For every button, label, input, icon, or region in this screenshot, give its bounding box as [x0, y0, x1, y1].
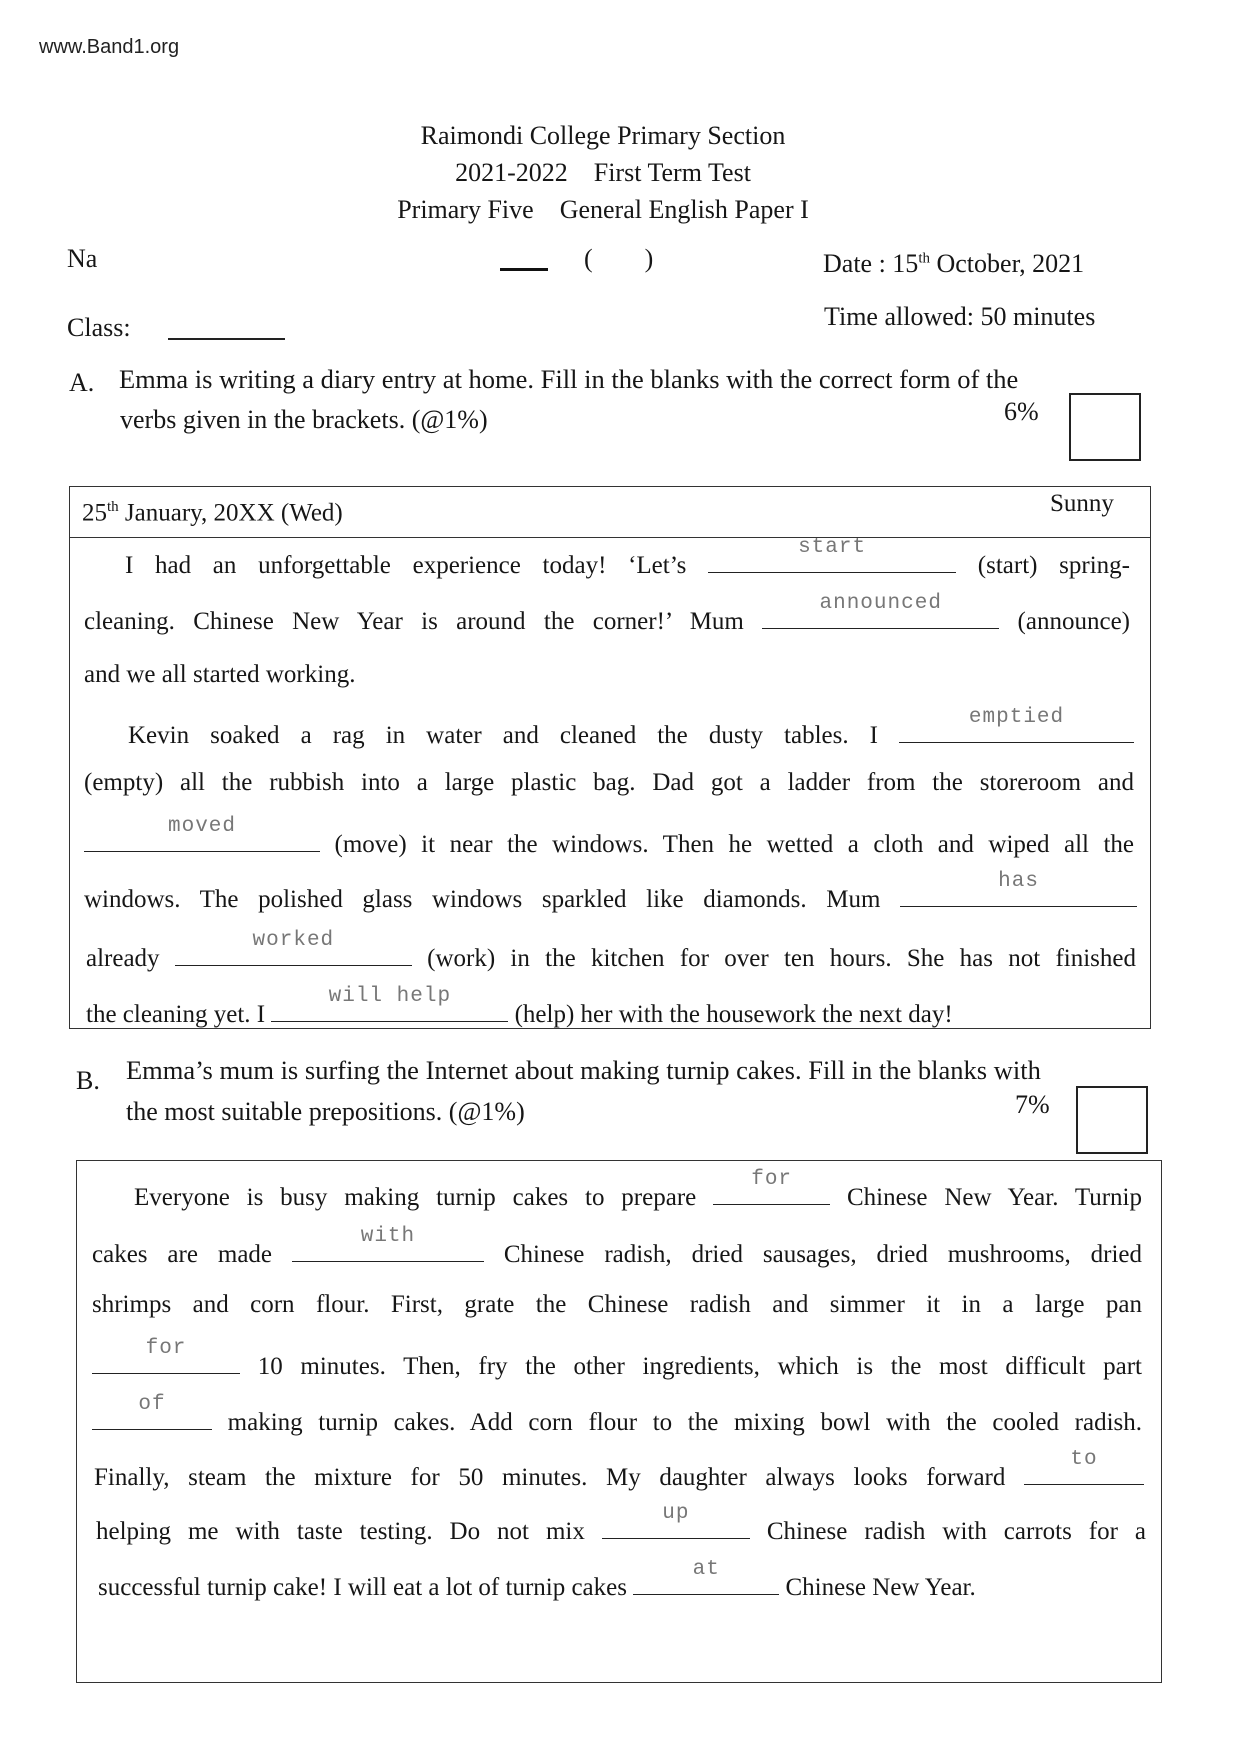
text: cleaning. Chinese New Year is around the corner!’ Mum [84, 608, 744, 635]
answer: announced [819, 592, 942, 615]
text: Chinese New Year. Turnip [846, 1184, 1143, 1211]
answer: up [662, 1502, 690, 1525]
text: Kevin soaked a rag in water and cleaned the dusty tables. I [128, 722, 878, 749]
diary-line [86, 929, 1136, 973]
test-date [823, 249, 1084, 279]
answer: at [692, 1558, 720, 1581]
diary-day: 25 [82, 499, 107, 527]
diary-line [86, 985, 1136, 1029]
answer: to [1070, 1448, 1098, 1471]
term-title: 2021-2022 First Term Test [455, 158, 751, 187]
answer-blank-6[interactable] [175, 929, 412, 966]
text: helping me with taste testing. Do not mix [96, 1518, 585, 1545]
diary-line [128, 706, 1134, 750]
passage-line [92, 1337, 1142, 1381]
diary-date-rest: January, 20XX (Wed) [118, 499, 343, 527]
diary-line [84, 769, 1134, 797]
text: Chinese New Year. [785, 1574, 976, 1601]
section-a-instruction-1: Emma is writing a diary entry at home. Fill in the blanks with the correct form of the [119, 364, 1019, 394]
answer: of [138, 1393, 166, 1416]
answer: with [360, 1225, 416, 1248]
passage-line [94, 1448, 1144, 1492]
section-b-instruction-2: the most suitable prepositions. (@1%) [126, 1097, 525, 1126]
passage-line [134, 1168, 1143, 1212]
section-a-label: A. [69, 368, 95, 397]
answer-blank-3[interactable] [899, 706, 1134, 743]
answer-blank-4[interactable] [84, 815, 320, 852]
text: Finally, steam the mixture for 50 minutes. My daughter always looks forward [94, 1464, 1006, 1491]
text: successful turnip cake! I will eat a lot of turnip cakes [98, 1574, 627, 1601]
text: shrimps and corn flour. First, grate the Chinese radish and simmer it in a large pan [92, 1291, 1142, 1318]
section-a-score-box[interactable] [1069, 393, 1141, 461]
section-b-score-weight: 7% [1015, 1090, 1050, 1119]
text: Chinese radish, dried sausages, dried mushrooms, dried [503, 1241, 1143, 1268]
paper-title: Primary Five General English Paper I [397, 195, 809, 224]
date-label: Date : 15 [823, 249, 919, 278]
text: I had an unforgettable experience today! ‘Let’s [125, 552, 687, 579]
text: making turnip cakes. Add corn flour to the mixing bowl with the cooled radish. [227, 1409, 1143, 1436]
text: cakes are made [92, 1241, 273, 1268]
answer: start [798, 536, 867, 559]
diary-line [84, 870, 1137, 914]
answer: worked [252, 929, 335, 952]
passage-line [92, 1225, 1143, 1269]
diary-date [82, 499, 343, 527]
diary-line [84, 661, 1130, 689]
text: (help) her with the housework the next day! [514, 1001, 953, 1028]
class-number-parens: ( ) [584, 244, 654, 273]
answer-blank-1[interactable] [713, 1168, 830, 1205]
text: 10 minutes. Then, fry the other ingredients, which is the most difficult part [257, 1353, 1142, 1380]
date-rest: October, 2021 [929, 249, 1085, 278]
text: (work) in the kitchen for over ten hours. She has not finished [427, 945, 1136, 972]
answer-blank-5[interactable] [900, 870, 1137, 907]
text: (start) spring- [977, 552, 1130, 579]
text: (announce) [1017, 608, 1130, 635]
answer-blank-1[interactable] [708, 536, 956, 573]
answer: will help [328, 985, 452, 1008]
school-name: Raimondi College Primary Section [420, 121, 786, 150]
answer-blank-7[interactable] [271, 985, 508, 1022]
class-blank[interactable] [168, 338, 285, 340]
section-b-label: B. [76, 1066, 100, 1095]
name-label: Na [67, 244, 98, 273]
answer: emptied [968, 706, 1065, 729]
answer-blank-7[interactable] [633, 1558, 779, 1595]
answer-blank-2[interactable] [762, 592, 999, 629]
watermark: www.Band1.org [39, 36, 180, 58]
answer-blank-2[interactable] [292, 1225, 484, 1262]
passage-line [92, 1291, 1142, 1319]
passage-line [98, 1558, 1148, 1602]
diary-line [125, 536, 1130, 580]
answer-blank-6[interactable] [602, 1502, 750, 1539]
section-b-score-box[interactable] [1076, 1086, 1148, 1154]
name-blank[interactable] [500, 268, 548, 271]
text: Chinese radish with carrots for a [766, 1518, 1146, 1545]
section-a-score-weight: 6% [1004, 397, 1039, 426]
section-b-instruction-1: Emma’s mum is surfing the Internet about making turnip cakes. Fill in the blanks with [126, 1055, 1041, 1085]
text: already [86, 945, 160, 972]
date-suffix: th [918, 250, 930, 267]
passage-line [92, 1393, 1143, 1437]
answer: moved [167, 815, 236, 838]
answer-blank-3[interactable] [92, 1337, 240, 1374]
diary-line [84, 815, 1135, 859]
text: (move) it near the windows. Then he wetted a cloth and wiped all the [334, 831, 1135, 858]
diary-day-suffix: th [107, 499, 119, 515]
answer: has [998, 870, 1039, 893]
time-allowed: Time allowed: 50 minutes [824, 302, 1096, 331]
answer-blank-5[interactable] [1024, 1448, 1144, 1485]
text: (empty) all the rubbish into a large plastic bag. Dad got a ladder from the storeroom and [84, 769, 1134, 796]
passage-line [96, 1502, 1146, 1546]
answer-blank-4[interactable] [92, 1393, 212, 1430]
answer: for [751, 1168, 793, 1191]
diary-line [84, 592, 1130, 636]
diary-header-divider [69, 537, 1151, 538]
class-label: Class: [67, 313, 131, 342]
text: windows. The polished glass windows sparkled like diamonds. Mum [84, 886, 881, 913]
text: the cleaning yet. I [86, 1001, 266, 1028]
section-a-instruction-2: verbs given in the brackets. (@1%) [120, 405, 488, 434]
answer: for [145, 1337, 187, 1360]
diary-weather: Sunny [1050, 490, 1114, 517]
text: and we all started working. [84, 661, 356, 688]
text: Everyone is busy making turnip cakes to prepare [134, 1184, 697, 1211]
